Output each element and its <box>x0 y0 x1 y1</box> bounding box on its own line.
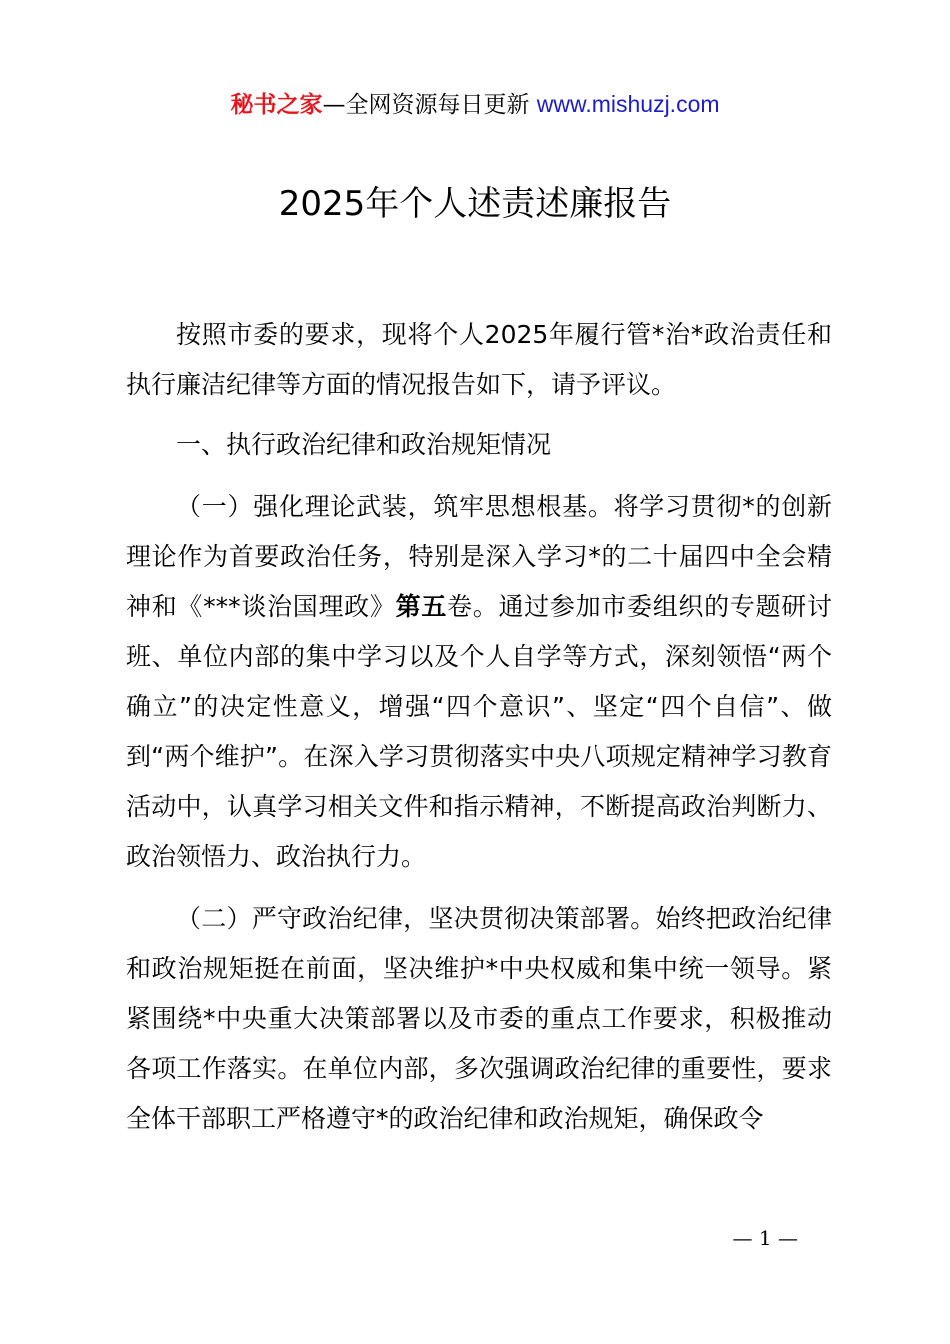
paragraph-2: （二）严守政治纪律，坚决贯彻决策部署。始终把政治纪律和政治规矩挺在前面，坚决维护*中央权威和集中统一领导。紧紧围绕*中央重大决策部署以及市委的重点工作要求，积极推动各项工作落实。在单位内部，多次强调政治纪律的重要性，要求全体干部职工严格遵守*的政治纪律和政治规矩，确保政令 <box>126 904 832 1133</box>
page-number: — 1 — <box>732 1226 798 1250</box>
paragraph-1-text-b: 卷。通过参加市委组织的专题研讨班、单位内部的集中学习以及个人自学等方式，深刻领悟“两个确立”的决定性意义，增强“四个意识”、坚定“四个自信”、做到“两个维护”。在深入学习贯彻落实中央八项规定精神学习教育活动中，认真学习相关文件和指示精神，不断提高政治判断力、政治领悟力、政治执行力。 <box>126 592 832 871</box>
site-url-link[interactable]: www.mishuzj.com <box>536 91 720 117</box>
site-slogan: —全网资源每日更新 <box>322 92 530 118</box>
intro-paragraph: 按照市委的要求，现将个人2025年履行管*治*政治责任和执行廉洁纪律等方面的情况报告如下，请予评议。 <box>126 320 832 399</box>
paragraph-1-text-a: （一）强化理论武装，筑牢思想根基。将学习贯彻*的创新理论作为首要政治任务，特别是深入学习*的二十届四中全会精神和《***谈治国理政》 <box>126 492 832 621</box>
document-body <box>126 310 832 1144</box>
paragraph-1 <box>126 482 832 882</box>
paragraph-1-bold-text: 第五 <box>395 592 448 621</box>
document-title: 2025年个人述责述廉报告 <box>278 184 672 224</box>
site-header <box>0 88 950 121</box>
section-1-heading: 一、执行政治纪律和政治规矩情况 <box>176 430 552 459</box>
site-name: 秘书之家 <box>230 92 323 118</box>
